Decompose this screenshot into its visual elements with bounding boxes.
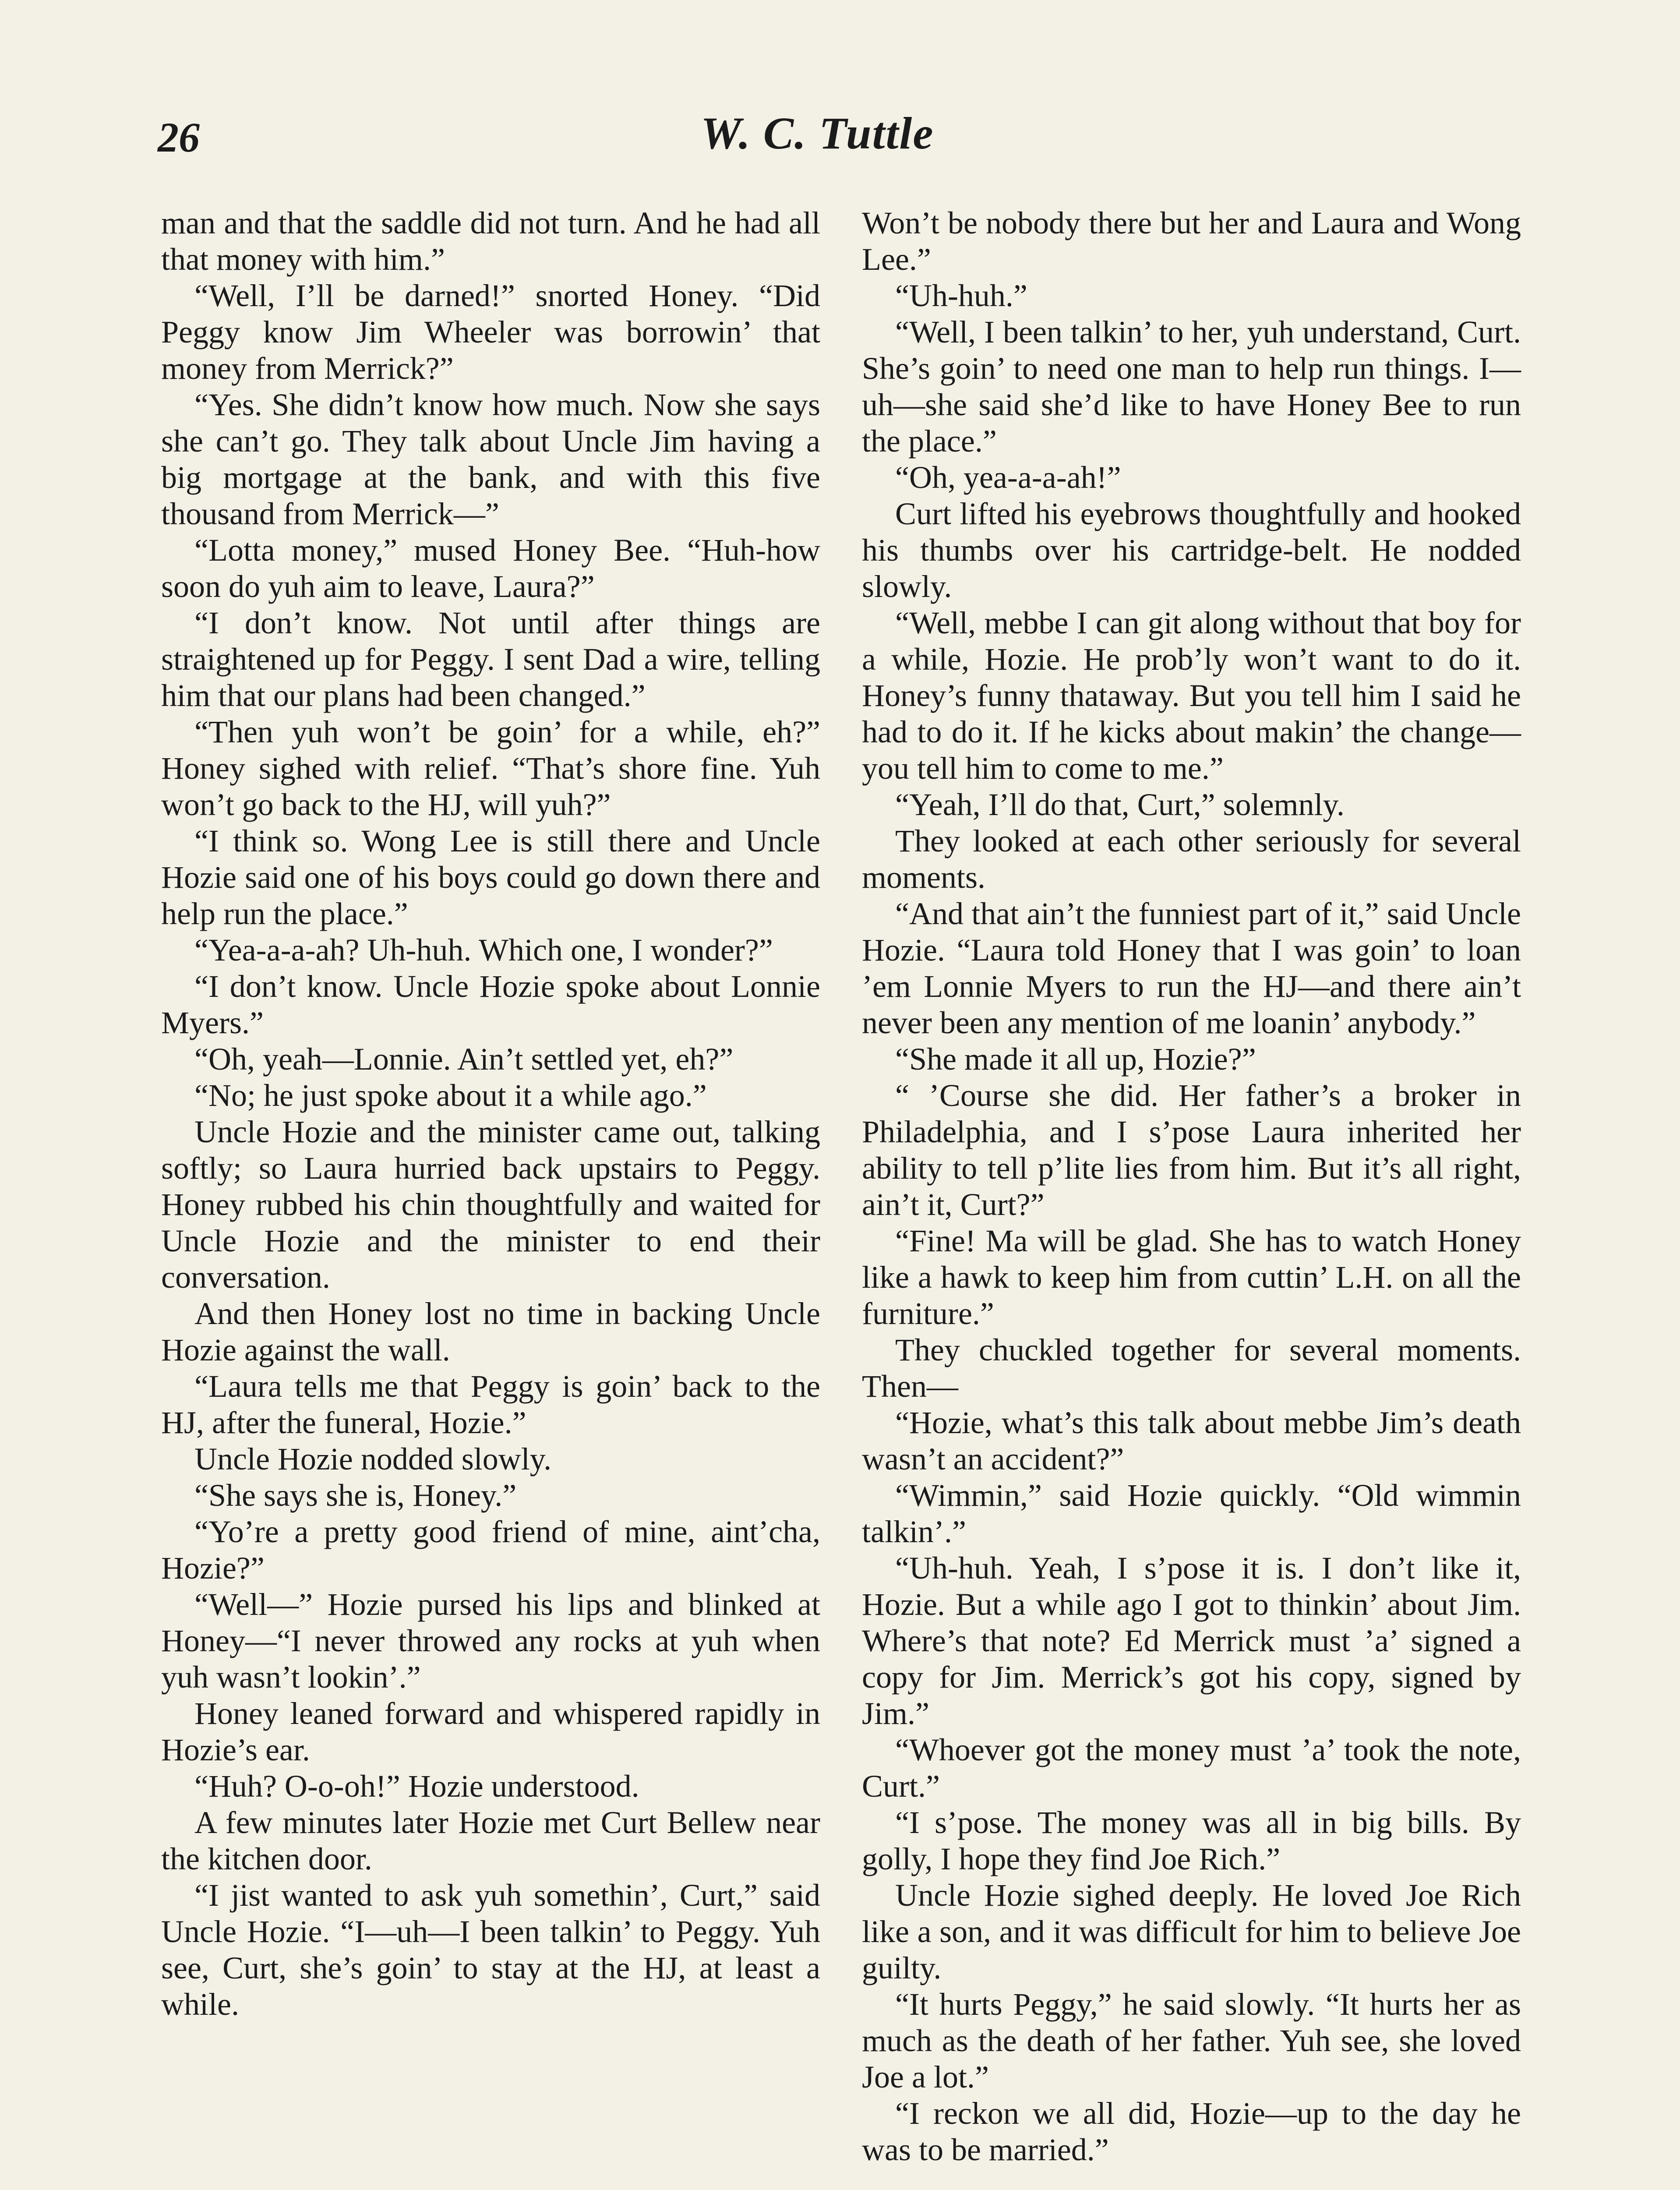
paragraph: “It hurts Peggy,” he said slowly. “It hurts her as much as the death of her father. Yuh see, she loved Joe a lot.” xyxy=(862,1987,1521,2095)
paragraph: They looked at each other seriously for several moments. xyxy=(862,823,1521,895)
paragraph: “ ’Course she did. Her father’s a broker in Philadelphia, and I s’pose Laura inherited her ability to tell p’lite lies from him. But it’s all right, ain’t it, Curt?” xyxy=(862,1078,1521,1222)
paragraph: “I reckon we all did, Hozie—up to the day he was to be married.” xyxy=(862,2096,1521,2167)
paragraph: “Wimmin,” said Hozie quickly. “Old wimmin talkin’.” xyxy=(862,1478,1521,1549)
paragraph: “Whoever got the money must ’a’ took the note, Curt.” xyxy=(862,1732,1521,1804)
paragraph: “Fine! Ma will be glad. She has to watch Honey like a hawk to keep him from cuttin’ L.H. on all the furniture.” xyxy=(862,1223,1521,1331)
right-column xyxy=(862,205,1521,2168)
paragraph: “Lotta money,” mused Honey Bee. “Huh-how soon do yuh aim to leave, Laura?” xyxy=(161,533,820,604)
paragraph: “Yes. She didn’t know how much. Now she says she can’t go. They talk about Uncle Jim having a big mortgage at the bank, and with this five thousand from Merrick—” xyxy=(161,387,820,531)
paragraph: “Laura tells me that Peggy is goin’ back to the HJ, after the funeral, Hozie.” xyxy=(161,1369,820,1440)
paragraph: “Huh? O-o-oh!” Hozie understood. xyxy=(194,1769,639,1804)
paragraph: “Oh, yea-a-a-ah!” xyxy=(895,460,1121,495)
paragraph: “Uh-huh. Yeah, I s’pose it is. I don’t like it, Hozie. But a while ago I got to thinkin’ about Jim. Where’s that note? Ed Merrick must ’a’ signed a copy for Jim. Merrick’s got his copy, signed by Jim.” xyxy=(862,1551,1521,1731)
paragraph: “She made it all up, Hozie?” xyxy=(895,1042,1256,1077)
page-header-title: W. C. Tuttle xyxy=(701,108,934,159)
paragraph: “Then yuh won’t be goin’ for a while, eh?” Honey sighed with relief. “That’s shore fine. Yuh won’t go back to the HJ, will yuh?” xyxy=(161,714,820,822)
paragraph: “Hozie, what’s this talk about mebbe Jim’s death wasn’t an accident?” xyxy=(862,1405,1521,1476)
left-column xyxy=(161,205,820,2023)
paragraph: Honey leaned forward and whispered rapidly in Hozie’s ear. xyxy=(161,1696,820,1767)
paragraph: “Well, I’ll be darned!” snorted Honey. “Did Peggy know Jim Wheeler was borrowin’ that money from Merrick?” xyxy=(161,278,820,386)
paragraph: They chuckled together for several moments. Then— xyxy=(862,1332,1521,1404)
paragraph: “Yeah, I’ll do that, Curt,” solemnly. xyxy=(895,787,1345,822)
paragraph: “And that ain’t the funniest part of it,” said Uncle Hozie. “Laura told Honey that I was goin’ to loan ’em Lonnie Myers to run the HJ—and there ain’t never been any mention of me loanin’ anybody.” xyxy=(862,896,1521,1040)
paragraph: “Oh, yeah—Lonnie. Ain’t settled yet, eh?” xyxy=(194,1042,734,1077)
paragraph: “Well, mebbe I can git along without that boy for a while, Hozie. He prob’ly won’t want to do it. Honey’s funny thataway. But you tell him I said he had to do it. If he kicks about makin’ the change—you tell him to come to me.” xyxy=(862,605,1521,786)
paragraph: “She says she is, Honey.” xyxy=(194,1478,517,1513)
paragraph: man and that the saddle did not turn. And he had all that money with him.” xyxy=(161,205,820,277)
paragraph: “Yo’re a pretty good friend of mine, aint’cha, Hozie?” xyxy=(161,1514,820,1586)
paragraph: Uncle Hozie and the minister came out, talking softly; so Laura hurried back upstairs to Peggy. Honey rubbed his chin thoughtfully and waited for Uncle Hozie and the minister to end their conversation. xyxy=(161,1114,820,1295)
paragraph: “I don’t know. Not until after things are straightened up for Peggy. I sent Dad a wire, telling him that our plans had been changed.” xyxy=(161,605,820,713)
paragraph: Curt lifted his eyebrows thoughtfully and hooked his thumbs over his cartridge-belt. He nodded slowly. xyxy=(862,496,1521,604)
paragraph: A few minutes later Hozie met Curt Bellew near the kitchen door. xyxy=(161,1805,820,1876)
paragraph: “Yea-a-a-ah? Uh-huh. Which one, I wonder?” xyxy=(194,933,773,968)
paragraph: “I think so. Wong Lee is still there and Uncle Hozie said one of his boys could go down there and help run the place.” xyxy=(161,823,820,931)
paragraph: “I s’pose. The money was all in big bills. By golly, I hope they find Joe Rich.” xyxy=(862,1805,1521,1876)
paragraph: And then Honey lost no time in backing Uncle Hozie against the wall. xyxy=(161,1296,820,1367)
paragraph: Uncle Hozie sighed deeply. He loved Joe Rich like a son, and it was difficult for him to believe Joe guilty. xyxy=(862,1878,1521,1985)
page-number: 26 xyxy=(158,114,200,161)
paragraph: “No; he just spoke about it a while ago.” xyxy=(194,1078,707,1113)
paragraph: “I jist wanted to ask yuh somethin’, Curt,” said Uncle Hozie. “I—uh—I been talkin’ to Peggy. Yuh see, Curt, she’s goin’ to stay at the HJ, at least a while. xyxy=(161,1878,820,2022)
paragraph: “Well—” Hozie pursed his lips and blinked at Honey—“I never throwed any rocks at yuh when yuh wasn’t lookin’.” xyxy=(161,1587,820,1695)
paragraph: “Well, I been talkin’ to her, yuh understand, Curt. She’s goin’ to need one man to help run things. I—uh—she said she’d like to have Honey Bee to run the place.” xyxy=(862,314,1521,459)
paragraph: Uncle Hozie nodded slowly. xyxy=(194,1441,552,1476)
paragraph: Won’t be nobody there but her and Laura and Wong Lee.” xyxy=(862,205,1521,277)
paragraph: “Uh-huh.” xyxy=(895,278,1027,313)
paragraph: “I don’t know. Uncle Hozie spoke about Lonnie Myers.” xyxy=(161,969,820,1040)
